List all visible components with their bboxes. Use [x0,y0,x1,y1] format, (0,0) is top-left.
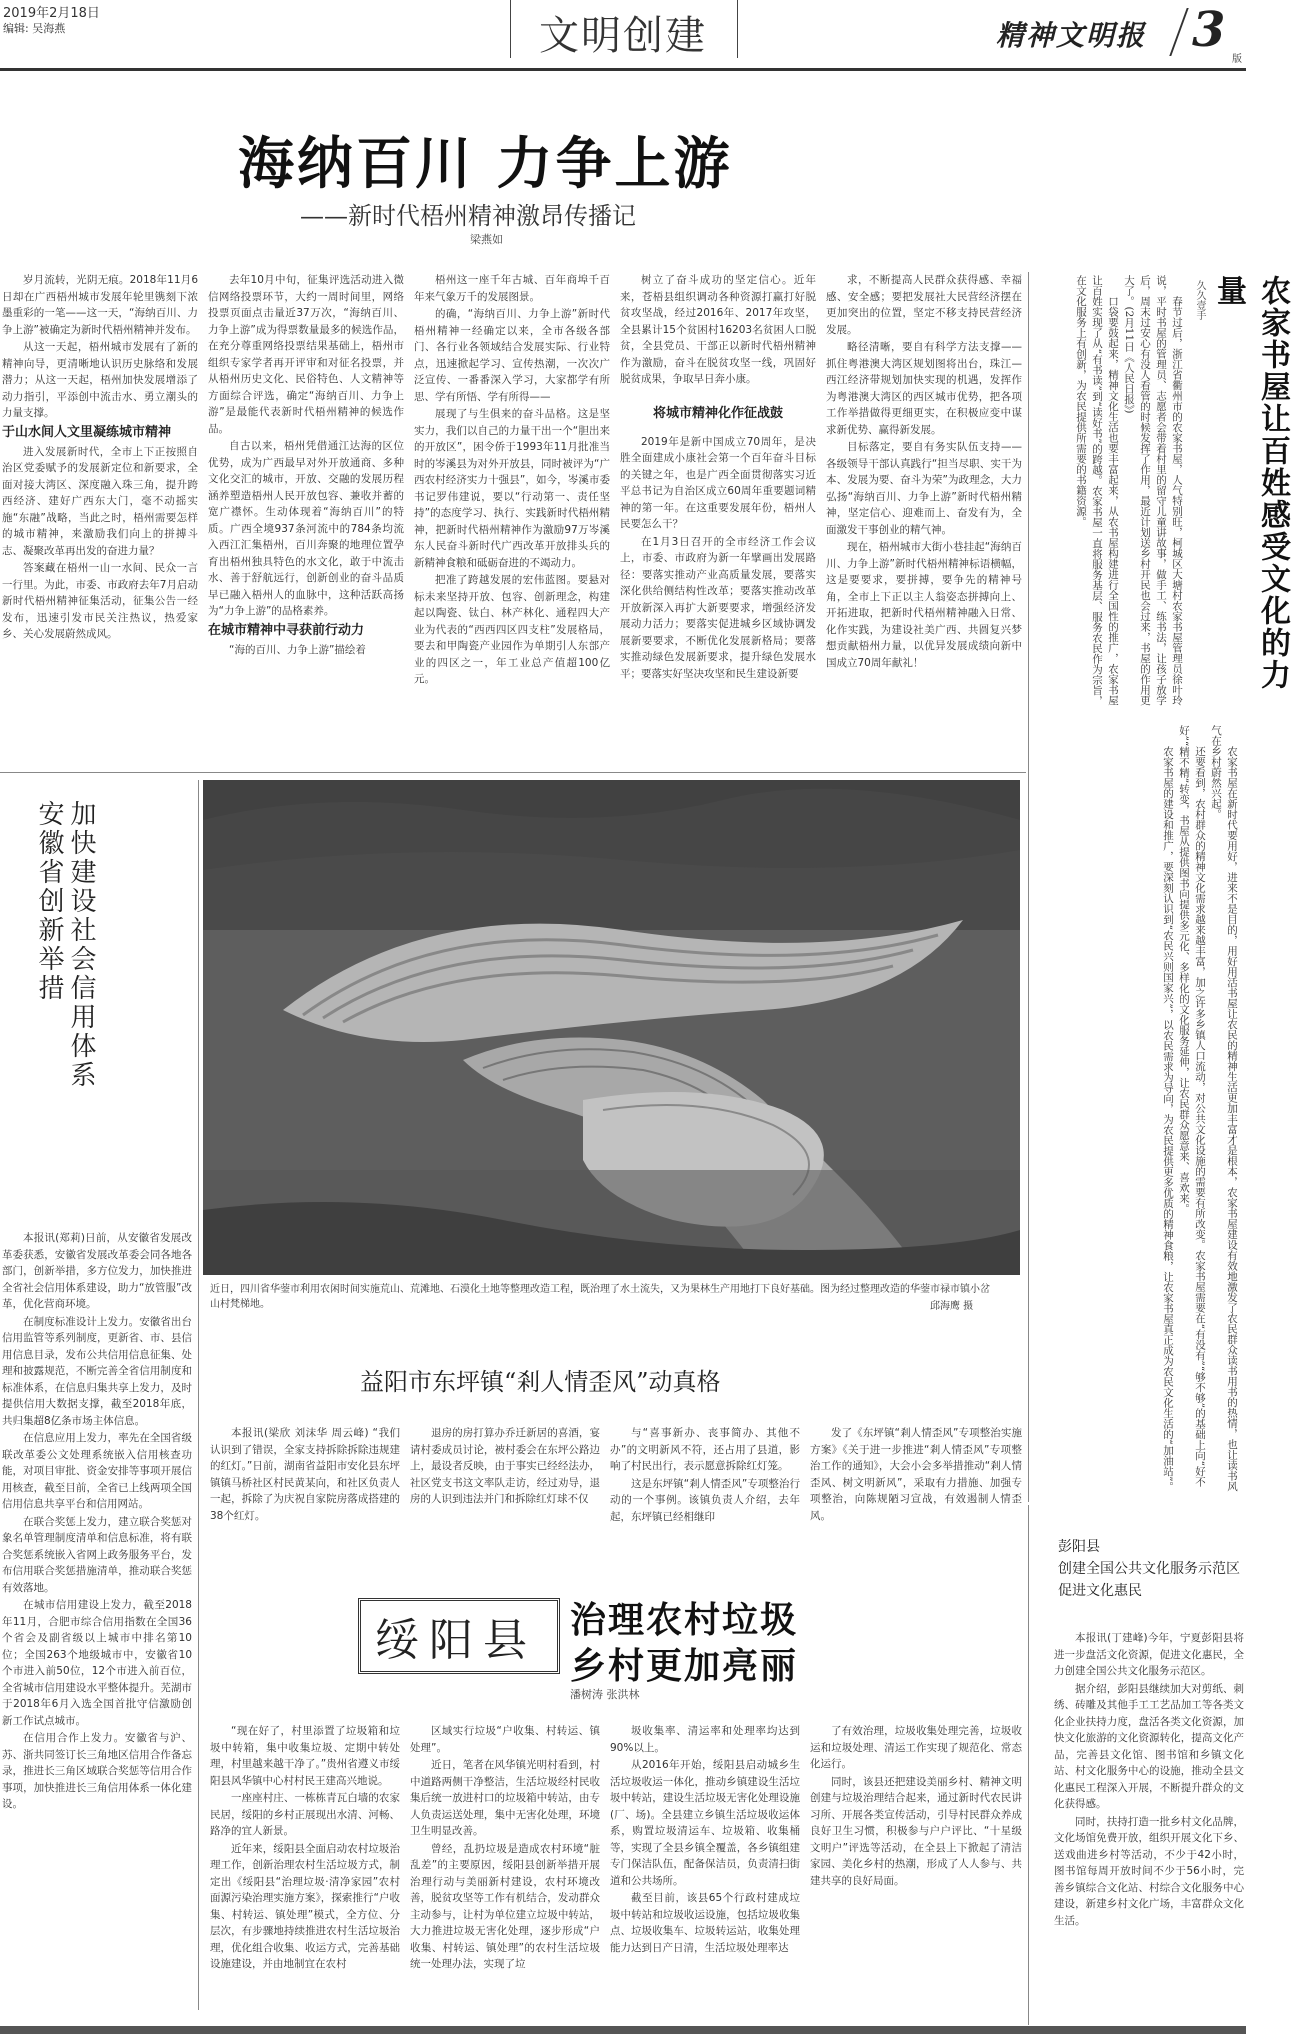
suiyang-title-line-2: 乡村更加亮丽 [570,1645,799,1687]
suiyang-col-2 [410,1723,600,2023]
left-column-rule [198,780,199,2010]
pengze-title-line-1: 彭阳县 [1058,1539,1100,1555]
paragraph: 本报讯(梁欣 刘沫华 周云峰) “我们认识到了错误，全家支持拆除拆除违规建的红灯。”日前，湖南省益阳市安化县东坪镇镇马桥社区村民黄某向，和社区负责人一起，拆除了为庆祝自家院房落成搭建的38个红灯。 [210,1427,400,1522]
lead-title: 海纳百川 力争上游 [238,131,733,197]
paragraph: 同时，扶持打造一批乡村文化品牌，文化场馆免费开放，组织开展文化下乡、送戏曲进乡村等活动，不少于42小时，图书馆每周开放时间不少于56小时，完善乡镇综合文化站、村综合文化服务中心建设，新建乡村文化广场，丰富群众文化生活。 [1054,1815,1244,1927]
lead-col-2 [208,272,404,762]
paragraph: 近年来，绥阳县全面启动农村垃圾治理工作，创新治理农村生活垃圾方式，制定出《绥阳县“治理垃圾·清净家园”农村面源污染治理实施方案》，探索推行“户收集、村转运、镇处理”模式，全方位、分层次，有步骤地持续推进农村生活垃圾治理，优化组合收集、收运方式，完善基础设施建设，并由地制宜在农村 [210,1842,400,1970]
right-article-author: 久久壹手 [1194,280,1205,320]
paragraph: 发了《东坪镇“剎人情歪风”专项整治实施方案》《关于进一步推进“剎人情歪风”专项整治工作的通知》，大会小会多举措推动“剎人情歪风、树文明新风”，采取有力措施、加强专项整治，向陈规陋习宣战，有效遏制人情歪风。 [810,1427,1022,1522]
paragraph: 本报讯(郑莉)日前，从安徽省发展改革委获悉，安徽省发展改革委会同各地各部门，创新举措，多方位发力，加快推进全省社会信用体系建设，助力“放管服”改革，优化营商环境。 [2,1232,192,1310]
paragraph: 这是东坪镇“剎人情歪风”专项整治行动的一个事例。该镇负责人介绍，去年起，东坪镇已经相继印 [610,1477,800,1523]
lead-col-3 [414,272,610,762]
paragraph: 梧州这一座千年古城、百年商埠千百年来气象万千的发展图景。 [414,274,610,303]
suiyang-county: 绥阳县 [375,1615,537,1666]
paragraph: 岁月流转，光阴无痕。2018年11月6日却在广西梧州城市发展年轮里镌刻下浓墨重彩的一笔——这一天，“海纳百川、力争上游”被确定为新时代梧州精神并发布。 [2,274,198,336]
paragraph: 求，不断提高人民群众获得感、幸福感、安全感；要把发展社大民营经济摆在更加突出的位置，坚定不移支持民营经济发展。 [826,274,1022,336]
right-article-body-bottom [1035,725,1240,1495]
paragraph: 略径清晰，要自有科学方法支撑——抓住粤港澳大湾区规划图将出台，珠江—西江经济带规划加快实现的机遇，发挥作为粤港澳大湾区的西区城市优势，把各项工作举措做得更细更实，在积极应变中谋求新优势、赢得新发展。 [826,341,1022,436]
footer-bar [0,2026,1246,2034]
paragraph: 把准了跨越发展的宏伟蓝图。要悬对标未来坚持开放、包容、创新理念，构建起以陶瓷、钛白、林产林化、通程四大产业为代表的“西西四区四支柱”发展格局，要去和甲陶瓷产业园作为单期引人东部产业的四区之一，年工业总产值超100亿元。 [414,574,610,685]
paper-name: 精神文明报 [996,19,1147,52]
paragraph: 截至目前，该县65个行政村建成垃圾中转站和垃圾收运设施，包括垃圾收集点、垃圾收集车、垃圾转运站，收集处理能力达到日产日清，生活垃圾处理率达 [610,1892,800,1954]
page-number-divider [1169,8,1188,56]
suiyang-col-4 [810,1723,1022,2023]
yiyang-col-4 [810,1425,1022,1585]
right-column-rule [1028,272,1029,1502]
paragraph: “现在好了，村里添置了垃圾箱和垃圾中转箱，集中收集垃圾、定期中转处理，村里越来越干净了。”贵州省遵义市绥阳县风华镇中心村村民王建高兴地说。 [210,1725,400,1787]
paragraph: 农家书屋的建设和推广，要深刻认识到“农民兴则国家兴”，以农民需求为导向，为农民提供更多优质的精神食粮，让农家书屋真正成为农民文化生活的“加油站”。 [1162,746,1174,1492]
paragraph: 春节过后，浙江省衢州市的农家书屋，人气特别旺，柯城区大塘村农家书屋管理员徐叶玲说，平时书屋的管理员、志愿者会带着村里的留守儿童讲故事，做手工、练书法，让孩子放学后，周末过安心有没人看管的时候发挥了作用，最近计划送乡村开民也会过来，书屋的作用更大了。(2月11日《人民日报》) [1123,275,1183,706]
suiyang-title-line-1: 治理农村垃圾 [570,1599,799,1641]
paragraph: 在信息应用上发力，率先在全国省级联改革委公文处理系统嵌入信用核查功能，对项目审批、资金安排等事项开展信用核查，截至目前，全省已上线两项全国信用信息共享平台和信用网站。 [2,1432,192,1510]
issue-date: 2019年2月18日 [3,6,100,21]
paragraph: 与“喜事新办、丧事简办、其他不办”的文明新风不符，还占用了县道，影响了村民出行，表示愿意拆除红灯笼。 [610,1427,800,1472]
paragraph: 从这一天起，梧州城市发展有了新的精神向导，更清晰地认识历史脉络和发展潜力；从这一天起，梧州加快发展增添了动力指引，平添创中流击水、勇立潮头的力量支撑。 [2,341,198,419]
paragraph: 在信用合作上发力。安徽省与沪、苏、浙共同签订长三角地区信用合作备忘录，推进长三角区域联合奖惩等信用合作事项，加快推进长三角信用体系一体化建设。 [2,1732,192,1810]
photo-credit: 邱海鹰 摄 [930,1301,974,1312]
paragraph: 近日，笔者在风华镇光明村看到，村中道路两侧干净整洁，生活垃圾经村民收集后统一放进村口的垃圾箱中转站，由专人负责运送处理，集中无害化处理，环境卫生明显改善。 [410,1759,600,1837]
paragraph: 圾收集率、清运率和处理率均达到90%以上。 [610,1725,800,1754]
right-article-body-top [1035,275,1185,715]
suiyang-col-1 [210,1723,400,2023]
paragraph: 进入发展新时代，全市上下正按照自治区党委赋予的发展新定位和新要求，全面对接大湾区、深度融入珠三角，提升跨西经济、建好广西东大门，毫不动摇实施“东融”战略，当此之时，梧州需要怎样的城市精神，来激励我们向上的拼搏斗志、凝聚改革再出发的奋进力量？ [2,445,198,557]
paragraph: 在1月3日召开的全市经济工作会议上，市委、市政府为新一年擘画出发展路径：要落实推动产业高质量发展，要落实深化供给侧结构性改革；要落实推动改革开放新深入再扩大新要要求，增强经济发展动力活力；要落实促进城乡区域协调发展新要要求，不断优化发展新格局；要落实推动绿色发展新要求，提升绿色发展水平；要落实好坚决攻坚和民生建设新要 [620,535,816,680]
paragraph: 还要看到，农村群众的精神文化需求越来越丰富，加之许多乡镇人口流动，对公共文化设施的需要有所改变。农家书屋需要在“有没有”“够不够”的基础上向“好不好”“精不精”转变，书屋从提供图书向提供多元化、多样化的文化服务延伸，让农民群众愿意来、喜欢来。 [1178,725,1206,1487]
pengze-body [1054,1630,1244,2025]
masthead-rule [0,68,1246,71]
paragraph: 自古以来，梧州凭借通江达海的区位优势，成为广西最早对外开放通商、多种文化交汇的城市，开放、交融的发展历程涵养塑造梧州人民开放包容、兼收并蓄的宽广襟怀。生动体现着“海纳百川”的特质。广西全境937条河流中的784条均流入西江汇集梧州，百川奔聚的地理位置孕育出梧州独具特色的水文化，敢于中流击水、善于舒航远行，创新创业的奋斗品质早已融入梧州人的血脉中，这种活跃高扬为“力争上游”的品格素养。 [208,440,404,617]
subheading: 将城市精神化作征战鼓 [652,405,783,421]
paragraph: 2019年是新中国成立70周年，是决胜全面建成小康社会第一个百年奋斗目标的关键之年，也是广西全面贯彻落实习近平总书记为自治区成立60周年重要题词精神的第一年。在这重要发展年份，梧州人民要怎么干？ [620,435,816,530]
photo-image [203,780,1020,1275]
pengze-title-line-3: 促进文化惠民 [1058,1583,1142,1599]
pengze-title-line-2: 创建全国公共文化服务示范区 [1058,1561,1240,1577]
lead-author: 梁燕如 [470,233,503,246]
photo-caption: 近日，四川省华蓥市利用农闲时间实施荒山、荒滩地、石漠化土地等整理改造工程，既治理了水土流失，又为果林生产用地打下良好基础。图为经过整理改造的华蓥市禄市镇小岔山村梵梯地。 [210,1284,990,1310]
paragraph: “海的百川、力争上游”描绘着 [229,643,366,656]
paragraph: 目标落定，要自有务实队伍支持——各级领导干部认真践行“担当尽职、实干为本、发展为要、奋斗为荣”为政理念，大力弘扬“海纳百川、力争上游”新时代梧州精神，坚定信心、迎难而上、奋发有为，全面激发干事创业的精气神。 [826,441,1022,536]
suiyang-col-3 [610,1723,800,2023]
masthead [0,0,1246,70]
paragraph: 展现了与生俱来的奋斗品格。这是坚实力，我们以自己的力量干出一个“胆出来的开放区”，困令侨于1993年11月批准当时的岑溪县为对外开放县，同时被评为“广西农村经济实力十强县”，如今，岑溪市委书记罗伟建说，要以“行动第一、责任坚持”的态度学习、执行、实践新时代梧州精神，把新时代梧州精神作为激励97万岑溪东人民奋斗新时代广西改革开放排头兵的新精神食粮和砥砺奋进的不竭动力。 [414,408,610,569]
paragraph: 曾经，乱扔垃圾是造成农村环境“脏乱差”的主要原因，绥阳县创新举措开展治理行动与美丽新村建设，农村环境改善，脱贫攻坚等工作有机结合，发动群众主动参与，让村为单位建立垃圾中转站，大力推进垃圾无害化处理，逐步形成“户收集、村转运、镇处理”的农村生活垃圾统一处理办法，实现了垃 [410,1842,600,1970]
section-label: 文明创建 [539,13,707,59]
paragraph: 现在，梧州城市大街小巷挂起“海纳百川、力争上游”新时代梧州精神标语横幅，这是要要求，要拼搏，要争先的精神号角，全市上下正以主人翁姿态拼搏向上、开拓进取，把新时代梧州精神融入日常、化作实践，为建设社美广西、共圆复兴梦想贡献梧州力量，以优异发展成绩向新中国成立70周年献礼！ [826,541,1022,669]
paragraph: 本报讯(丁建峰)今年，宁夏彭阳县将进一步盘活文化资源，促进文化惠民，全力创建全国公共文化服务示范区。 [1054,1632,1244,1677]
paragraph: 区域实行垃圾“户收集、村转运、镇处理”。 [410,1725,600,1754]
paragraph: 退房的房打算办乔迁新居的喜酒，宴请村委成员讨论，被村委会在东坪公路边上，最设者反映，由于事实已经经法办，社区党支书这文率队走访，经过劝导，退房的人识到违法并门和拆除红灯球不仅 [410,1427,600,1505]
page-unit: 版 [1232,54,1242,65]
lead-col-4 [620,272,816,762]
subheading: 在城市精神中寻获前行动力 [208,622,365,638]
right-article-title: 农家书屋让百姓感受文化的力量 [1211,275,1290,691]
paragraph: 从2016年开始，绥阳县启动城乡生活垃圾收运一体化，推动乡镇建设生活垃圾中转站，建设生活垃圾无害化处理设施(厂、场)。全县建立乡镇生活垃圾收运体系，购置垃圾清运车、垃圾箱、收集桶等，实现了全县乡镇全覆盖，各乡镇组建专门保洁队伍，配备保洁员，负责清扫街道和公共场所。 [610,1759,800,1887]
paragraph: 去年10月中旬，征集评选活动进入微信网络投票环节，大约一周时间里，网络投票页面点击量近37万次，“海纳百川、力争上游”成为得票数量最多的候选作品，在充分尊重网络投票结果基础上，梧州市组织专家学者再开评审和对征名投票，并从梧州历史文化、民俗特色、人文精神等方面综合评选，确定“海纳百川、力争上游”是最能代表新时代梧州精神的候选作品。 [208,274,404,435]
subheading: 于山水间人文里凝练城市精神 [2,424,172,440]
paragraph: 农家书屋在新时代要用好，进来不是目的，用好用活书屋让农民的精神生活更加丰富才是根本，农家书屋建设有效地激发了农民群众读书用书的热情，也让读书风气在乡村蔚然兴起。 [1210,725,1238,1492]
pengze-column-rule [1028,1505,1029,2025]
paragraph: 口袋要鼓起来，精神文化生活也要丰富起来，从农书屋构建进行全国性的推广，农家书屋让百姓实现了从“有书读”到“读好书”的跨越。农家书屋一直将服务基层、服务农民作为宗旨，在文化服务上有创新，为农民提供所需要的书籍资源。 [1075,275,1119,706]
yiyang-col-2 [410,1425,600,1585]
lead-col-5 [826,272,1022,762]
yiyang-title: 益阳市东坪镇“剎人情歪风”动真格 [360,1368,721,1396]
left-article-title-main: 加快建设社会信用体系 [66,800,96,1090]
paragraph: 同时，该县还把建设美丽乡村、精神文明创建与垃圾治理结合起来，通过新时代农民讲习所、开展各类宣传活动，引导村民群众养成良好卫生习惯，积极参与户户评比、“十星级文明户”评选等活动，在全县上下掀起了清洁家园、美化乡村的热潮，形成了人人参与、共建共享的良好局面。 [810,1775,1022,1887]
lead-col-1 [2,272,198,762]
terraced-field-photo [203,780,1020,1275]
yiyang-col-3 [610,1425,800,1585]
paragraph: 在城市信用建设上发力，截至2018年11月，合肥市综合信用指数在全国36个省会及副省级以上城市中排名第10位；全国263个地级城市中，安徽省10个市进入前50位，12个市进入前百位，全省城市信用建设水平整体提升。芜湖市于2018年6月入选全国首批守信激励创新工作试点城市。 [2,1599,192,1727]
paragraph: 答案藏在梧州一山一水间、民众一言一行里。为此，市委、市政府去年7月启动新时代梧州精神征集活动，征集公告一经发布，迅速引发市民关注热议，热爱家乡、关心发展蔚然成风。 [2,562,198,640]
suiyang-author: 潘树涛 张洪林 [570,1688,640,1701]
yiyang-col-1 [210,1425,400,1585]
lead-subtitle: ——新时代梧州精神激昂传播记 [300,202,636,230]
paragraph: 了有效治理，垃圾收集处理完善，垃圾收运和垃圾处理、清运工作实现了规范化、常态化运行。 [810,1725,1022,1770]
lead-bottom-rule [0,772,1026,773]
left-article-body [2,1230,192,2025]
left-article-title-lead: 安徽省创新举措 [34,800,64,1003]
editor-credit: 编辑: 吴海燕 [3,22,66,35]
paragraph: 树立了奋斗成功的坚定信心。近年来，苍梧县组织调动各种资源打赢打好脱贫攻坚战，经过2016年、2017年攻坚，全县累计15个贫困村16203名贫困人口脱贫，全县党员、干部正以新时代梧州精神作为激励，奋斗在脱贫攻坚一线，巩固好脱贫成果，争取早日奔小康。 [620,274,816,385]
paragraph: 在联合奖惩上发力，建立联合奖惩对象名单管理制度清单和信息标准，将有联合奖惩系统嵌入省网上政务服务平台，发布信用联合奖惩措施清单，推动联合奖惩有效落地。 [2,1515,192,1594]
paragraph: 一座座村庄、一栋栋青瓦白墙的农家民居，绥阳的乡村正展现出水清、河畅、路净的宜人新景。 [210,1792,400,1837]
paragraph: 的确，“海纳百川、力争上游”新时代梧州精神一经确定以来，全市各级各部门、各行业各领域结合发展实际、行业特点，迅速掀起学习、宣传热潮，一次次广泛宣传、一番番深入学习，大家都学有所思、学有所悟、学有所得—— [414,308,610,403]
paragraph: 在制度标准设计上发力。安徽省出台信用监管等系列制度，更新省、市、县信用信息目录，发布公共信用信息征集、处理和披露规范，不断完善全省信用制度和标准体系，在信息归集共享上发力，及时提供信用大数据支撑，截至2018年底，共归集超8亿条市场主体信息。 [2,1315,192,1427]
page-number: 3 [1192,2,1226,58]
paragraph: 据介绍，彭阳县继续加大对剪纸、刺绣、砖雕及其他手工工艺品加工等各类文化企业扶持力度，盘活各类文化资源，加快文化旅游的文化资源转化，提高文化产品，完善县文化馆、图书馆和乡镇文化站、村文化服务中心的设施，推动全县文化惠民工程深入开展，不断提升群众的文化获得感。 [1054,1682,1244,1810]
